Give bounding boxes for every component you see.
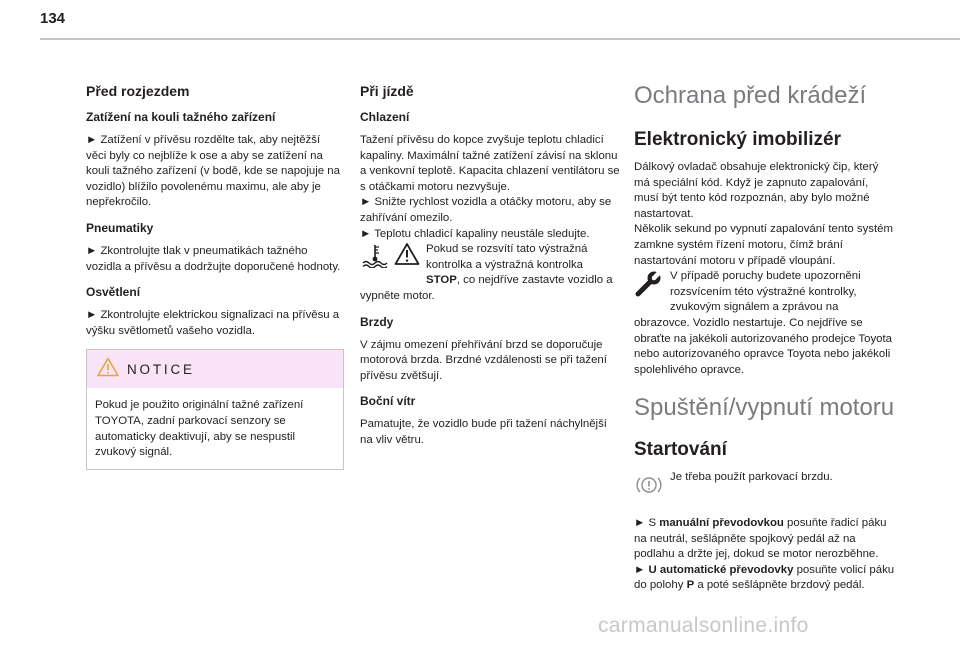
parking-brake-block bbox=[634, 470, 896, 504]
automatic-gearbox-text-end: a poté sešlápněte brzdový pedál. bbox=[694, 579, 865, 592]
paragraph-monitor-coolant: ► Teplotu chladicí kapaliny neustále sledujte. bbox=[360, 227, 590, 240]
coolant-temperature-icon bbox=[360, 242, 390, 274]
parking-brake-icon bbox=[634, 474, 664, 502]
position-p-label: P bbox=[686, 579, 695, 592]
notice-header bbox=[87, 350, 343, 388]
subheading-tow-ball-load: Zatížení na kouli tažného zařízení bbox=[86, 110, 276, 124]
paragraph-reduce-speed: ► Snižte rychlost vozidla a otáčky motoru, aby se zahřívání omezilo. bbox=[360, 196, 612, 224]
paragraph-lighting: ► Zkontrolujte elektrickou signalizaci na přívěsu a výšku světlometů vašeho vozidla. bbox=[86, 309, 340, 337]
paragraph-tyres: ► Zkontrolujte tlak v pneumatikách tažného vozidla a přívěsu a dodržujte doporučené hodnoty. bbox=[86, 244, 341, 273]
automatic-bullet: ► bbox=[634, 563, 649, 576]
automatic-gearbox-text: posuňte volicí páku do polohy bbox=[634, 563, 895, 592]
coolant-warning-text-post: , co nejdříve zastavte vozidlo a vypněte motor. bbox=[360, 274, 613, 302]
paragraph-crosswind: Pamatujte, že vozidlo bude při tažení náchylnější na vliv větru. bbox=[360, 418, 607, 446]
paragraph-brakes: V zájmu omezení přehřívání brzd se doporučuje motorová brzda. Brzdné vzdálenosti se při tažení přívěsu zvětšují. bbox=[360, 338, 607, 382]
warning-triangle-icon bbox=[394, 242, 420, 272]
subtitle-starting: Startování bbox=[634, 439, 727, 461]
section-heading-before-departure: Před rozjezdem bbox=[86, 83, 190, 99]
notice-title: NOTICE bbox=[127, 361, 195, 377]
watermark: carmanualsonline.info bbox=[598, 614, 809, 637]
title-anti-theft: Ochrana před krádeží bbox=[634, 82, 867, 109]
warning-triangle-icon bbox=[97, 357, 119, 383]
paragraph-immobiliser-chip: Dálkový ovladač obsahuje elektronický čip, který má speciální kód. Když je zapnuto zapalování, musí být tento kód rozpoznán, aby bylo možné nastartovat. bbox=[634, 161, 879, 220]
paragraph-manual-gearbox bbox=[634, 516, 896, 563]
subheading-brakes: Brzdy bbox=[360, 314, 394, 329]
paragraph-immobiliser-fault: V případě poruchy budete upozorněni rozsvícením této výstražné kontrolky, zvukovým signálem a zprávou na obrazovce. Vozidlo nestartuje. Co nejdříve se obraťte na jakékoli autorizovaného prodejce Toyota nebo autorizovaného opravce Toyota nebo jakékoli spolehlivého opravce. bbox=[634, 270, 892, 376]
middle-column bbox=[360, 82, 620, 459]
paragraph-immobiliser-lock: Několik sekund po vypnutí zapalování tento systém zamkne systém řízení motoru, čímž brání nastartování motoru v případě vloupání. bbox=[634, 223, 893, 267]
automatic-gearbox-label: U automatické převodovky bbox=[648, 563, 794, 576]
right-column bbox=[634, 80, 896, 594]
subheading-lighting: Osvětlení bbox=[86, 285, 141, 300]
manual-gearbox-label: manuální převodovkou bbox=[659, 516, 784, 529]
left-column bbox=[86, 82, 342, 470]
title-start-stop-engine: Spuštění/vypnutí motoru bbox=[634, 394, 895, 422]
subtitle-immobiliser: Elektronický imobilizér bbox=[634, 129, 841, 150]
coolant-warning-block bbox=[360, 242, 620, 304]
paragraph-parking-brake: Je třeba použít parkovací brzdu. bbox=[670, 471, 833, 484]
wrench-icon bbox=[634, 269, 664, 303]
stop-label: STOP bbox=[426, 274, 457, 287]
notice-box bbox=[86, 349, 344, 469]
subheading-crosswind: Boční vítr bbox=[360, 394, 416, 409]
manual-gearbox-text: posuňte řadicí páku na neutrál, sešlápněte spojkový pedál až na podlahu a držte jej, dokud se motor nerozběhne. bbox=[634, 516, 887, 561]
manual-bullet: ► S bbox=[634, 516, 660, 529]
paragraph-automatic-gearbox bbox=[634, 563, 896, 594]
header-rule bbox=[40, 38, 960, 40]
subheading-cooling: Chlazení bbox=[360, 110, 410, 124]
notice-body: Pokud je použito originální tažné zařízení TOYOTA, zadní parkovací senzory se automaticky deaktivují, aby se nespustil zvukový signál. bbox=[95, 399, 304, 459]
page-number: 134 bbox=[40, 10, 66, 27]
subheading-tyres: Pneumatiky bbox=[86, 220, 154, 235]
coolant-warning-text-pre: Pokud se rozsvítí tato výstražná kontrolka a výstražná kontrolka bbox=[426, 243, 588, 271]
paragraph-load: ► Zatížení v přívěsu rozdělte tak, aby nejtěžší věci byly co nejblíže k ose a aby se zatížení na kouli tažného zařízení (v bodě, kde se napojuje na vozidlo) blížilo povolenému maximu, ale aby je nepřekročilo. bbox=[86, 134, 340, 209]
section-heading-while-driving: Při jízdě bbox=[360, 83, 414, 99]
paragraph-cooling: Tažení přívěsu do kopce zvyšuje teplotu chladicí kapaliny. Maximální tažné zatížení závisí na sklonu a venkovní teplotě. Kapacita chlazení ventilátoru se s otáčkami motoru nezvyšuje. bbox=[360, 134, 620, 193]
immobiliser-fault-block bbox=[634, 269, 896, 378]
